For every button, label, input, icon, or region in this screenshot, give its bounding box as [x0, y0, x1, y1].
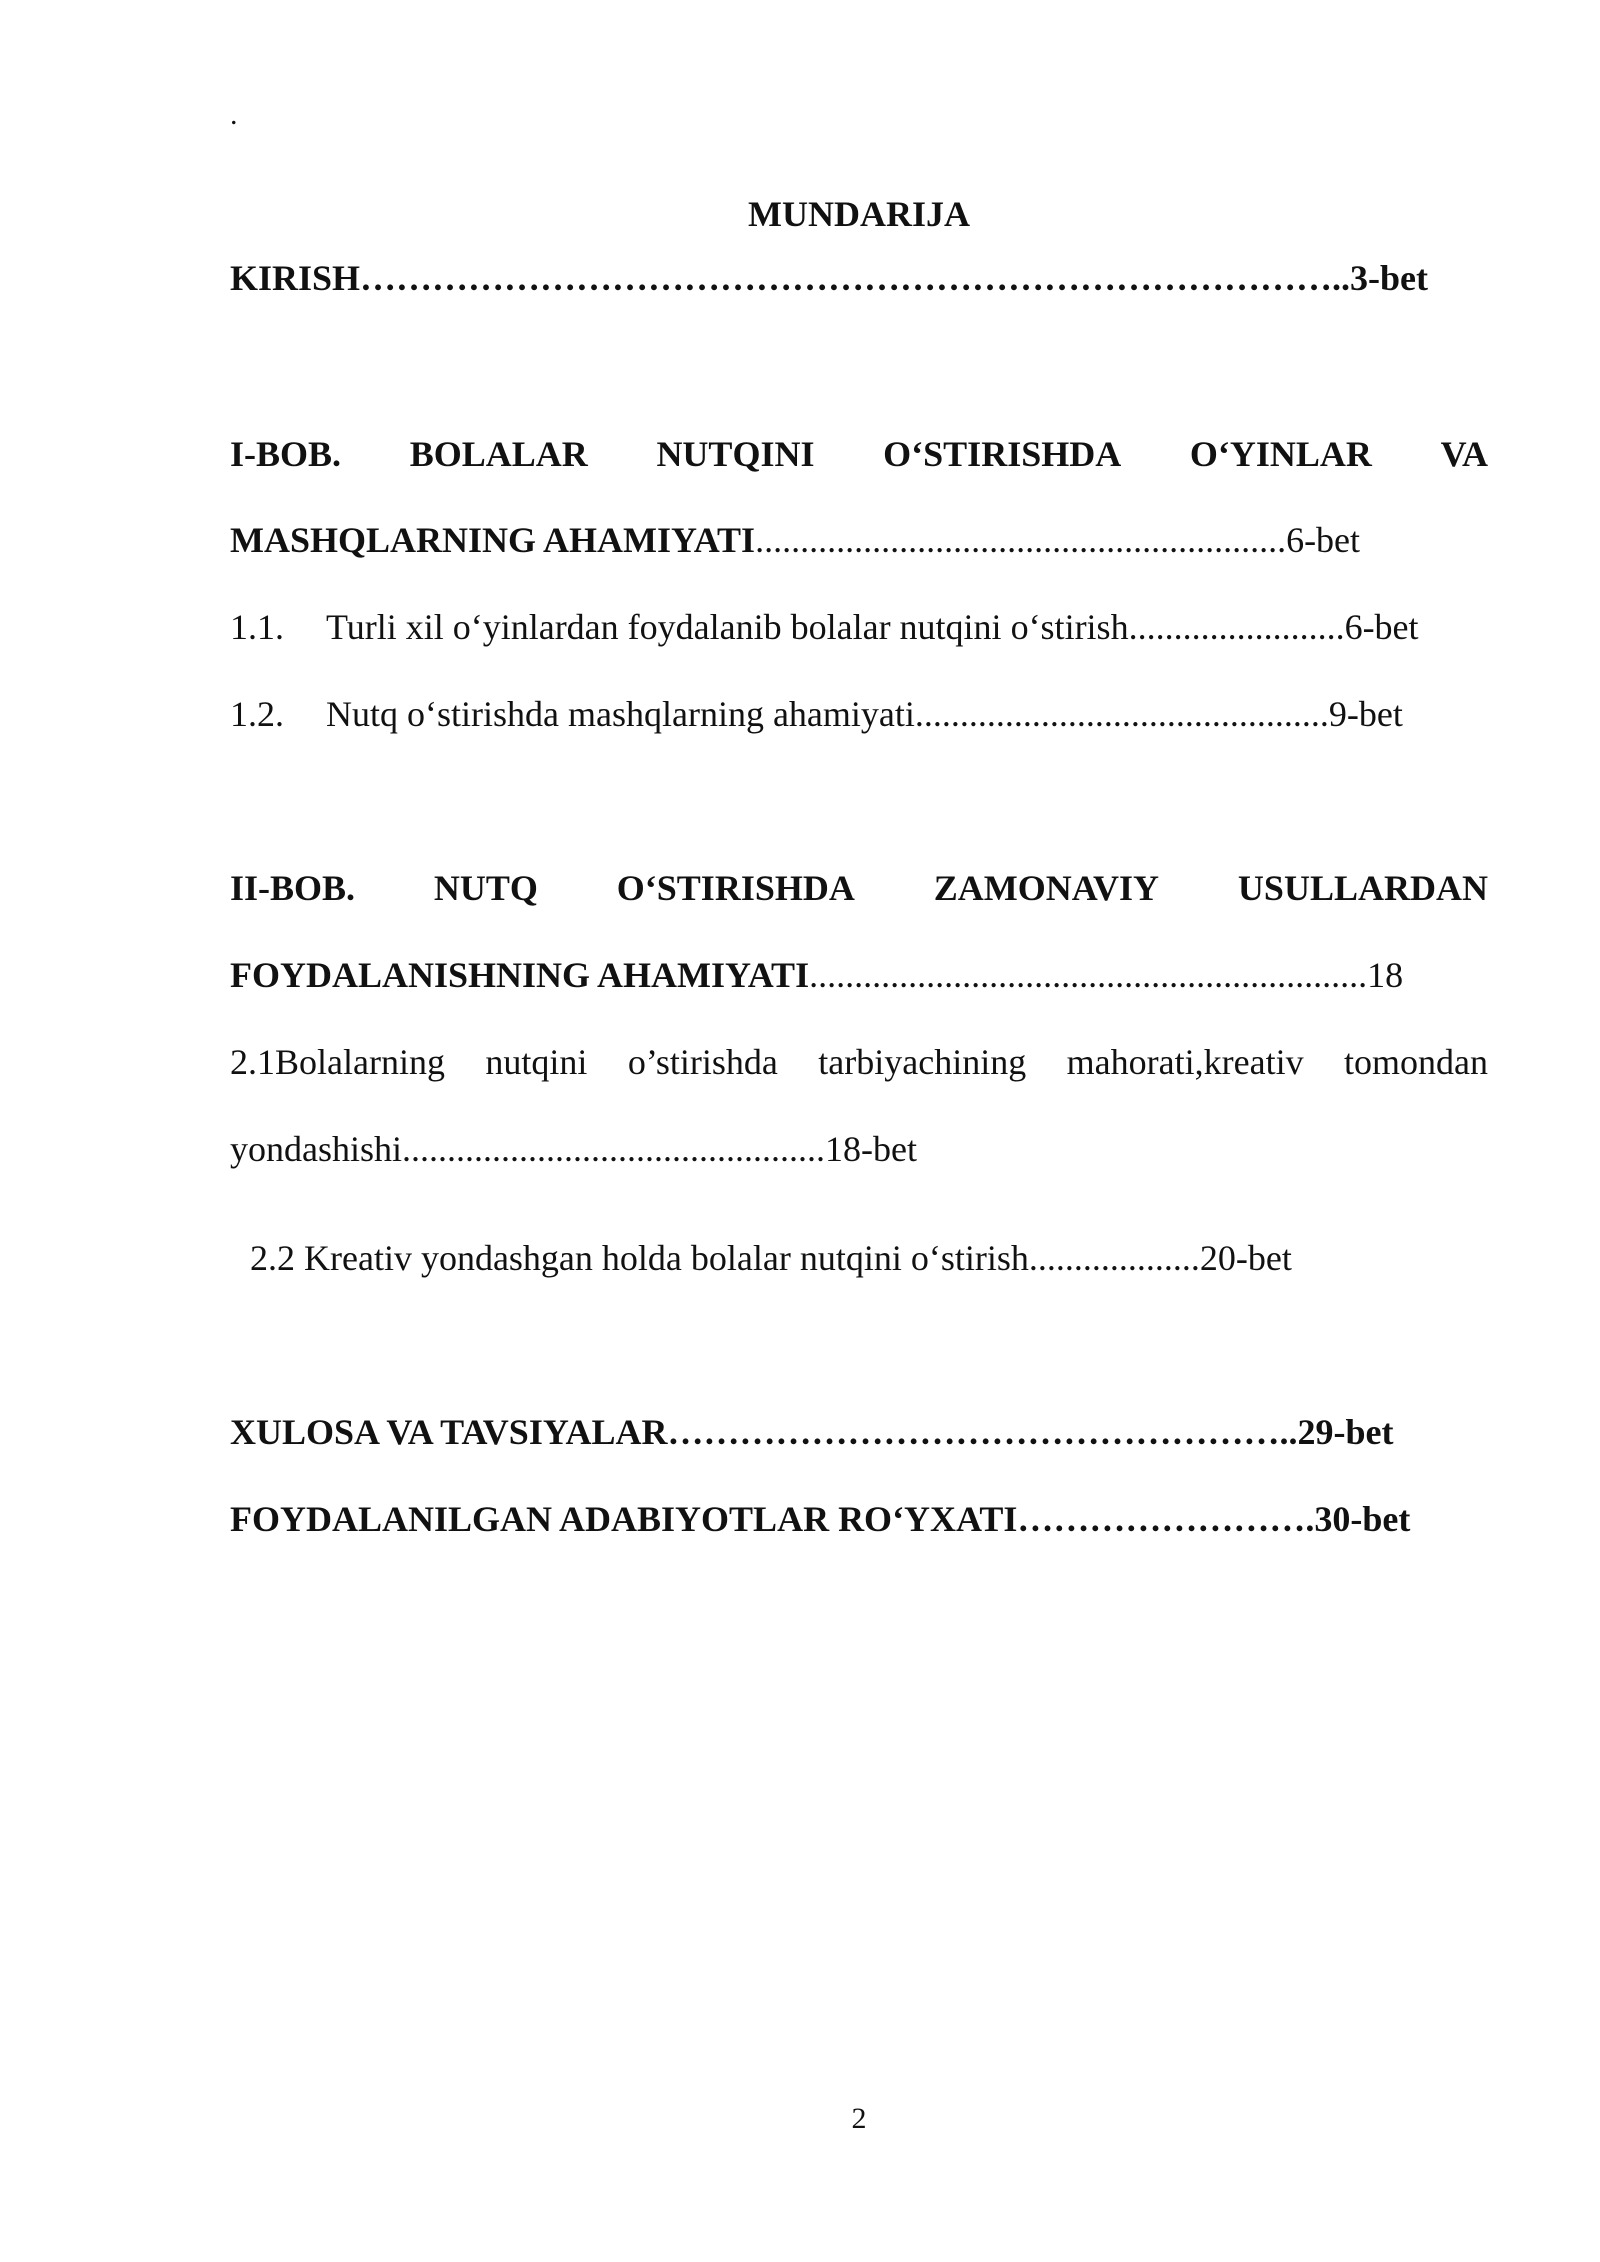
- chapter1-word: O‘STIRISHDA: [883, 434, 1122, 474]
- toc-title: MUNDARIJA: [748, 194, 970, 234]
- chapter1-word: VA: [1440, 434, 1488, 474]
- toc-entry-2-1-line2: yondashishi...............................................18-bet: [230, 1129, 917, 1169]
- toc-entry-references: FOYDALANILGAN ADABIYOTLAR RO‘YXATI…………………….30-bet: [230, 1499, 1411, 1539]
- toc-entry-kirish: KIRISH………………………………………………………………………..3-bet: [230, 258, 1429, 298]
- chapter1-heading-line1: [230, 436, 1488, 472]
- entry-number: 1.1.: [230, 607, 284, 647]
- chapter2-word: USULLARDAN: [1237, 868, 1488, 908]
- entry-text: Turli xil o‘yinlardan foydalanib bolalar nutqini o‘stirish........................6-bet: [326, 607, 1419, 647]
- chapter1-word: BOLALAR: [409, 434, 588, 474]
- chapter2-heading-line1: [230, 870, 1488, 906]
- entry-word: tomondan: [1344, 1042, 1488, 1082]
- page-number: 2: [851, 2102, 867, 2135]
- entry-number: 1.2.: [230, 694, 284, 734]
- chapter2-word: ZAMONAVIY: [933, 868, 1160, 908]
- toc-entry-2-2: 2.2 Kreativ yondashgan holda bolalar nutqini o‘stirish...................20-bet: [250, 1238, 1292, 1278]
- toc-entry-conclusion: XULOSA VA TAVSIYALAR……………………………………………..29-bet: [230, 1412, 1394, 1452]
- chapter2-page-ref: ..............................................................18: [809, 955, 1404, 995]
- toc-entry-1-1: [230, 609, 1419, 645]
- entry-word: tarbiyachining: [818, 1042, 1027, 1082]
- chapter1-word: NUTQINI: [656, 434, 815, 474]
- entry-text: Nutq o‘stirishda mashqlarning ahamiyati..............................................9-bet: [326, 694, 1403, 734]
- entry-word: o’stirishda: [627, 1042, 778, 1082]
- entry-word: mahorati,kreativ: [1066, 1042, 1304, 1082]
- chapter1-heading-title: MASHQLARNING AHAMIYATI: [230, 520, 756, 560]
- chapter2-word: O‘STIRISHDA: [616, 868, 855, 908]
- chapter1-word: O‘YINLAR: [1189, 434, 1372, 474]
- chapter2-heading-line2: [230, 957, 1403, 993]
- toc-entry-1-2: [230, 696, 1403, 732]
- entry-word: 2.1Bolalarning: [230, 1042, 445, 1082]
- chapter1-heading-line2: [230, 522, 1360, 558]
- entry-word: nutqini: [485, 1042, 588, 1082]
- top-dot-mark: .: [230, 98, 238, 131]
- chapter2-word: II-BOB.: [230, 868, 356, 908]
- chapter2-word: NUTQ: [433, 868, 538, 908]
- chapter1-page-ref: ...........................................................6-bet: [755, 520, 1361, 560]
- chapter2-heading-title: FOYDALANISHNING AHAMIYATI: [230, 955, 810, 995]
- toc-entry-2-1-line1: [230, 1044, 1488, 1080]
- chapter1-word: I-BOB.: [230, 434, 342, 474]
